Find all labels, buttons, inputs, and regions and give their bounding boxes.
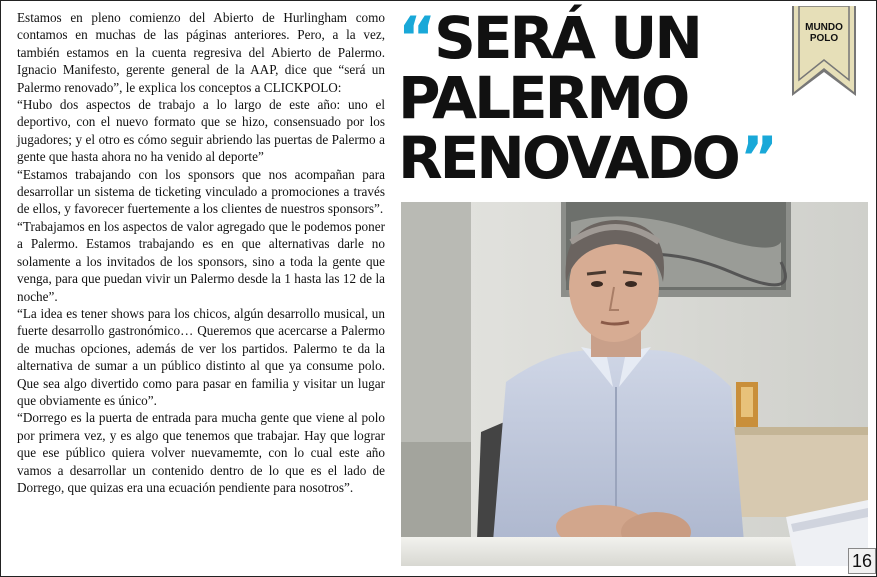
close-quote-mark: ” (739, 124, 772, 192)
headline-line-3 (398, 124, 798, 192)
headline (398, 4, 798, 192)
section-label-line: MUNDO (805, 22, 843, 33)
section-ribbon (790, 6, 858, 98)
paragraph: “Trabajamos en los aspectos de valor agregado que le podemos poner a Palermo. Estamos trabajando es en que alternativas darle no solamente a los invitados de los sponsors, sino a toda la gente que venga, para que puedan vivir un Palermo desde la 1 hasta las 12 de la noche”. (17, 218, 385, 304)
section-label (790, 22, 858, 44)
section-label-line: POLO (809, 33, 839, 44)
headline-line-1 (398, 4, 798, 72)
headline-text: RENOVADO (398, 124, 738, 192)
paragraph: “Estamos trabajando con los sponsors que nos acompañan para desarrollar un sistema de ticketing vinculado a promociones a través de ellos, y favorecer fuertemente a los clientes de nuestros sponsors”. (17, 166, 385, 217)
paragraph: “Dorrego es la puerta de entrada para mucha gente que viene al polo por primera vez, y es algo que tenemos que trabajar. Hay que lograr que ese público quiera volver nuevamemte, con lo cual este año vamos a desarrollar un contenido dentro de lo que es el lado de Dorrego, que quizas era una ecuación pendiente para nosotros”. (17, 410, 385, 495)
paragraph: Estamos en pleno comienzo del Abierto de Hurlingham como contamos en muchas de las páginas anteriores. Pero, a la vez, también estamos en la cuenta regresiva del Abierto de Palermo. Ignacio Manifesto, gerente general de la AAP, dice que “será un Palermo renovado”, le explica los conceptos a CLICKPOLO: (17, 10, 385, 95)
paragraph: “Hubo dos aspectos de trabajo a lo largo de este año: uno el deportivo, con el nuevo formato que se hizo, consensuado por los jugadores; y el otro es cómo seguir abriendo las puertas de Palermo a gente que hasta ahora no ha venido al deporte” (17, 97, 385, 165)
headline-text: SERÁ UN (434, 4, 700, 72)
ribbon-icon (790, 6, 858, 98)
open-quote-mark: “ (398, 4, 431, 72)
page-number: 16 (848, 548, 876, 574)
portrait-photo (401, 202, 868, 566)
headline-text: PALERMO (398, 64, 688, 132)
headline-line-2 (398, 64, 798, 132)
man-portrait-image (401, 202, 868, 566)
paragraph: “La idea es tener shows para los chicos, algún desarrollo musical, un fuerte desarrollo gastronómico… Queremos que acercarse a Palermo de muchas opciones, además de ver los partidos. Palermo te da la alternativa de sumar a un público distinto al que ya consume polo. Que sea algo divertido como para pasar en familia y visitar un lugar que obviamente es único”. (17, 305, 385, 408)
article-body (17, 9, 385, 496)
